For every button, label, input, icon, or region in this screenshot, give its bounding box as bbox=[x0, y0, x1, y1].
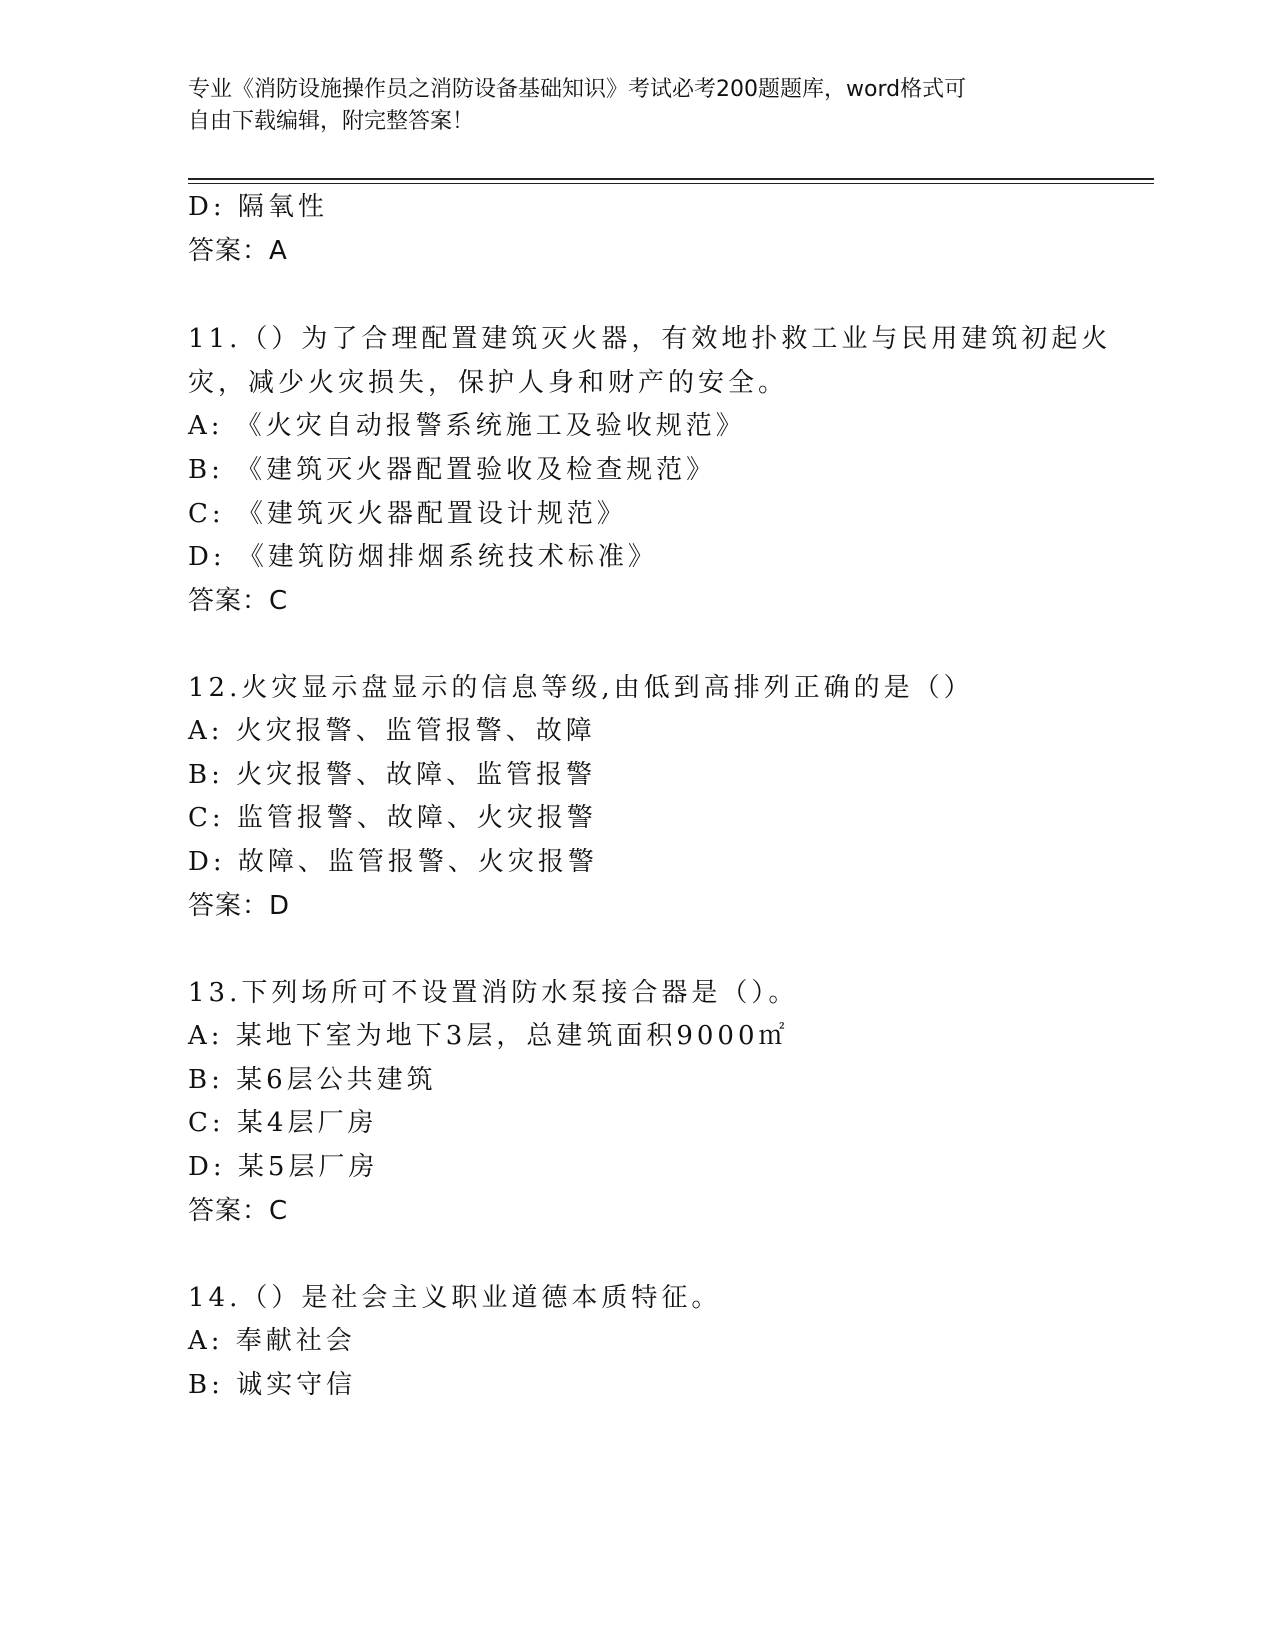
q11-option-b: B: 《建筑灭火器配置验收及检查规范》 bbox=[188, 455, 717, 485]
q11-option-d: D: 《建筑防烟排烟系统技术标准》 bbox=[188, 542, 658, 572]
document-header bbox=[188, 74, 1088, 138]
q11-answer: 答案：C bbox=[188, 586, 289, 616]
prev-answer: 答案：A bbox=[188, 236, 288, 266]
prev-option-d: D: 隔氧性 bbox=[188, 192, 328, 222]
q13-answer: 答案：C bbox=[188, 1196, 289, 1226]
q12-option-b: B: 火灾报警、故障、监管报警 bbox=[188, 760, 597, 790]
q13-option-a: A: 某地下室为地下3层，总建筑面积9000㎡ bbox=[188, 1021, 789, 1051]
q13-stem-line-1: 13.下列场所可不设置消防水泵接合器是（）。 bbox=[188, 978, 799, 1008]
q14-stem-line-1: 14.（）是社会主义职业道德本质特征。 bbox=[188, 1283, 722, 1313]
header-line-2: 自由下载编辑，附完整答案！ bbox=[188, 109, 475, 134]
q14-option-a: A: 奉献社会 bbox=[188, 1326, 356, 1356]
q14-option-b: B: 诚实守信 bbox=[188, 1370, 357, 1400]
header-rule-thin bbox=[188, 183, 1154, 184]
q12-answer: 答案：D bbox=[188, 891, 291, 921]
q12-option-c: C: 监管报警、故障、火灾报警 bbox=[188, 803, 597, 833]
q12-option-a: A: 火灾报警、监管报警、故障 bbox=[188, 716, 596, 746]
header-line-1: 专业《消防设施操作员之消防设备基础知识》考试必考200题题库，word格式可 bbox=[188, 77, 967, 102]
q11-stem-line-1: 11.（）为了合理配置建筑灭火器，有效地扑救工业与民用建筑初起火 bbox=[188, 324, 1112, 354]
header-rule-thick bbox=[188, 178, 1154, 180]
q12-stem-line-1: 12.火灾显示盘显示的信息等级,由低到高排列正确的是（） bbox=[188, 673, 974, 703]
q12-option-d: D: 故障、监管报警、火灾报警 bbox=[188, 847, 598, 877]
q13-option-b: B: 某6层公共建筑 bbox=[188, 1065, 437, 1095]
q13-option-d: D: 某5层厂房 bbox=[188, 1152, 379, 1182]
q11-option-a: A: 《火灾自动报警系统施工及验收规范》 bbox=[188, 411, 746, 441]
q11-stem-line-2: 灾，减少火灾损失，保护人身和财产的安全。 bbox=[188, 368, 789, 398]
q11-option-c: C: 《建筑灭火器配置设计规范》 bbox=[188, 499, 627, 529]
q13-option-c: C: 某4层厂房 bbox=[188, 1108, 378, 1138]
